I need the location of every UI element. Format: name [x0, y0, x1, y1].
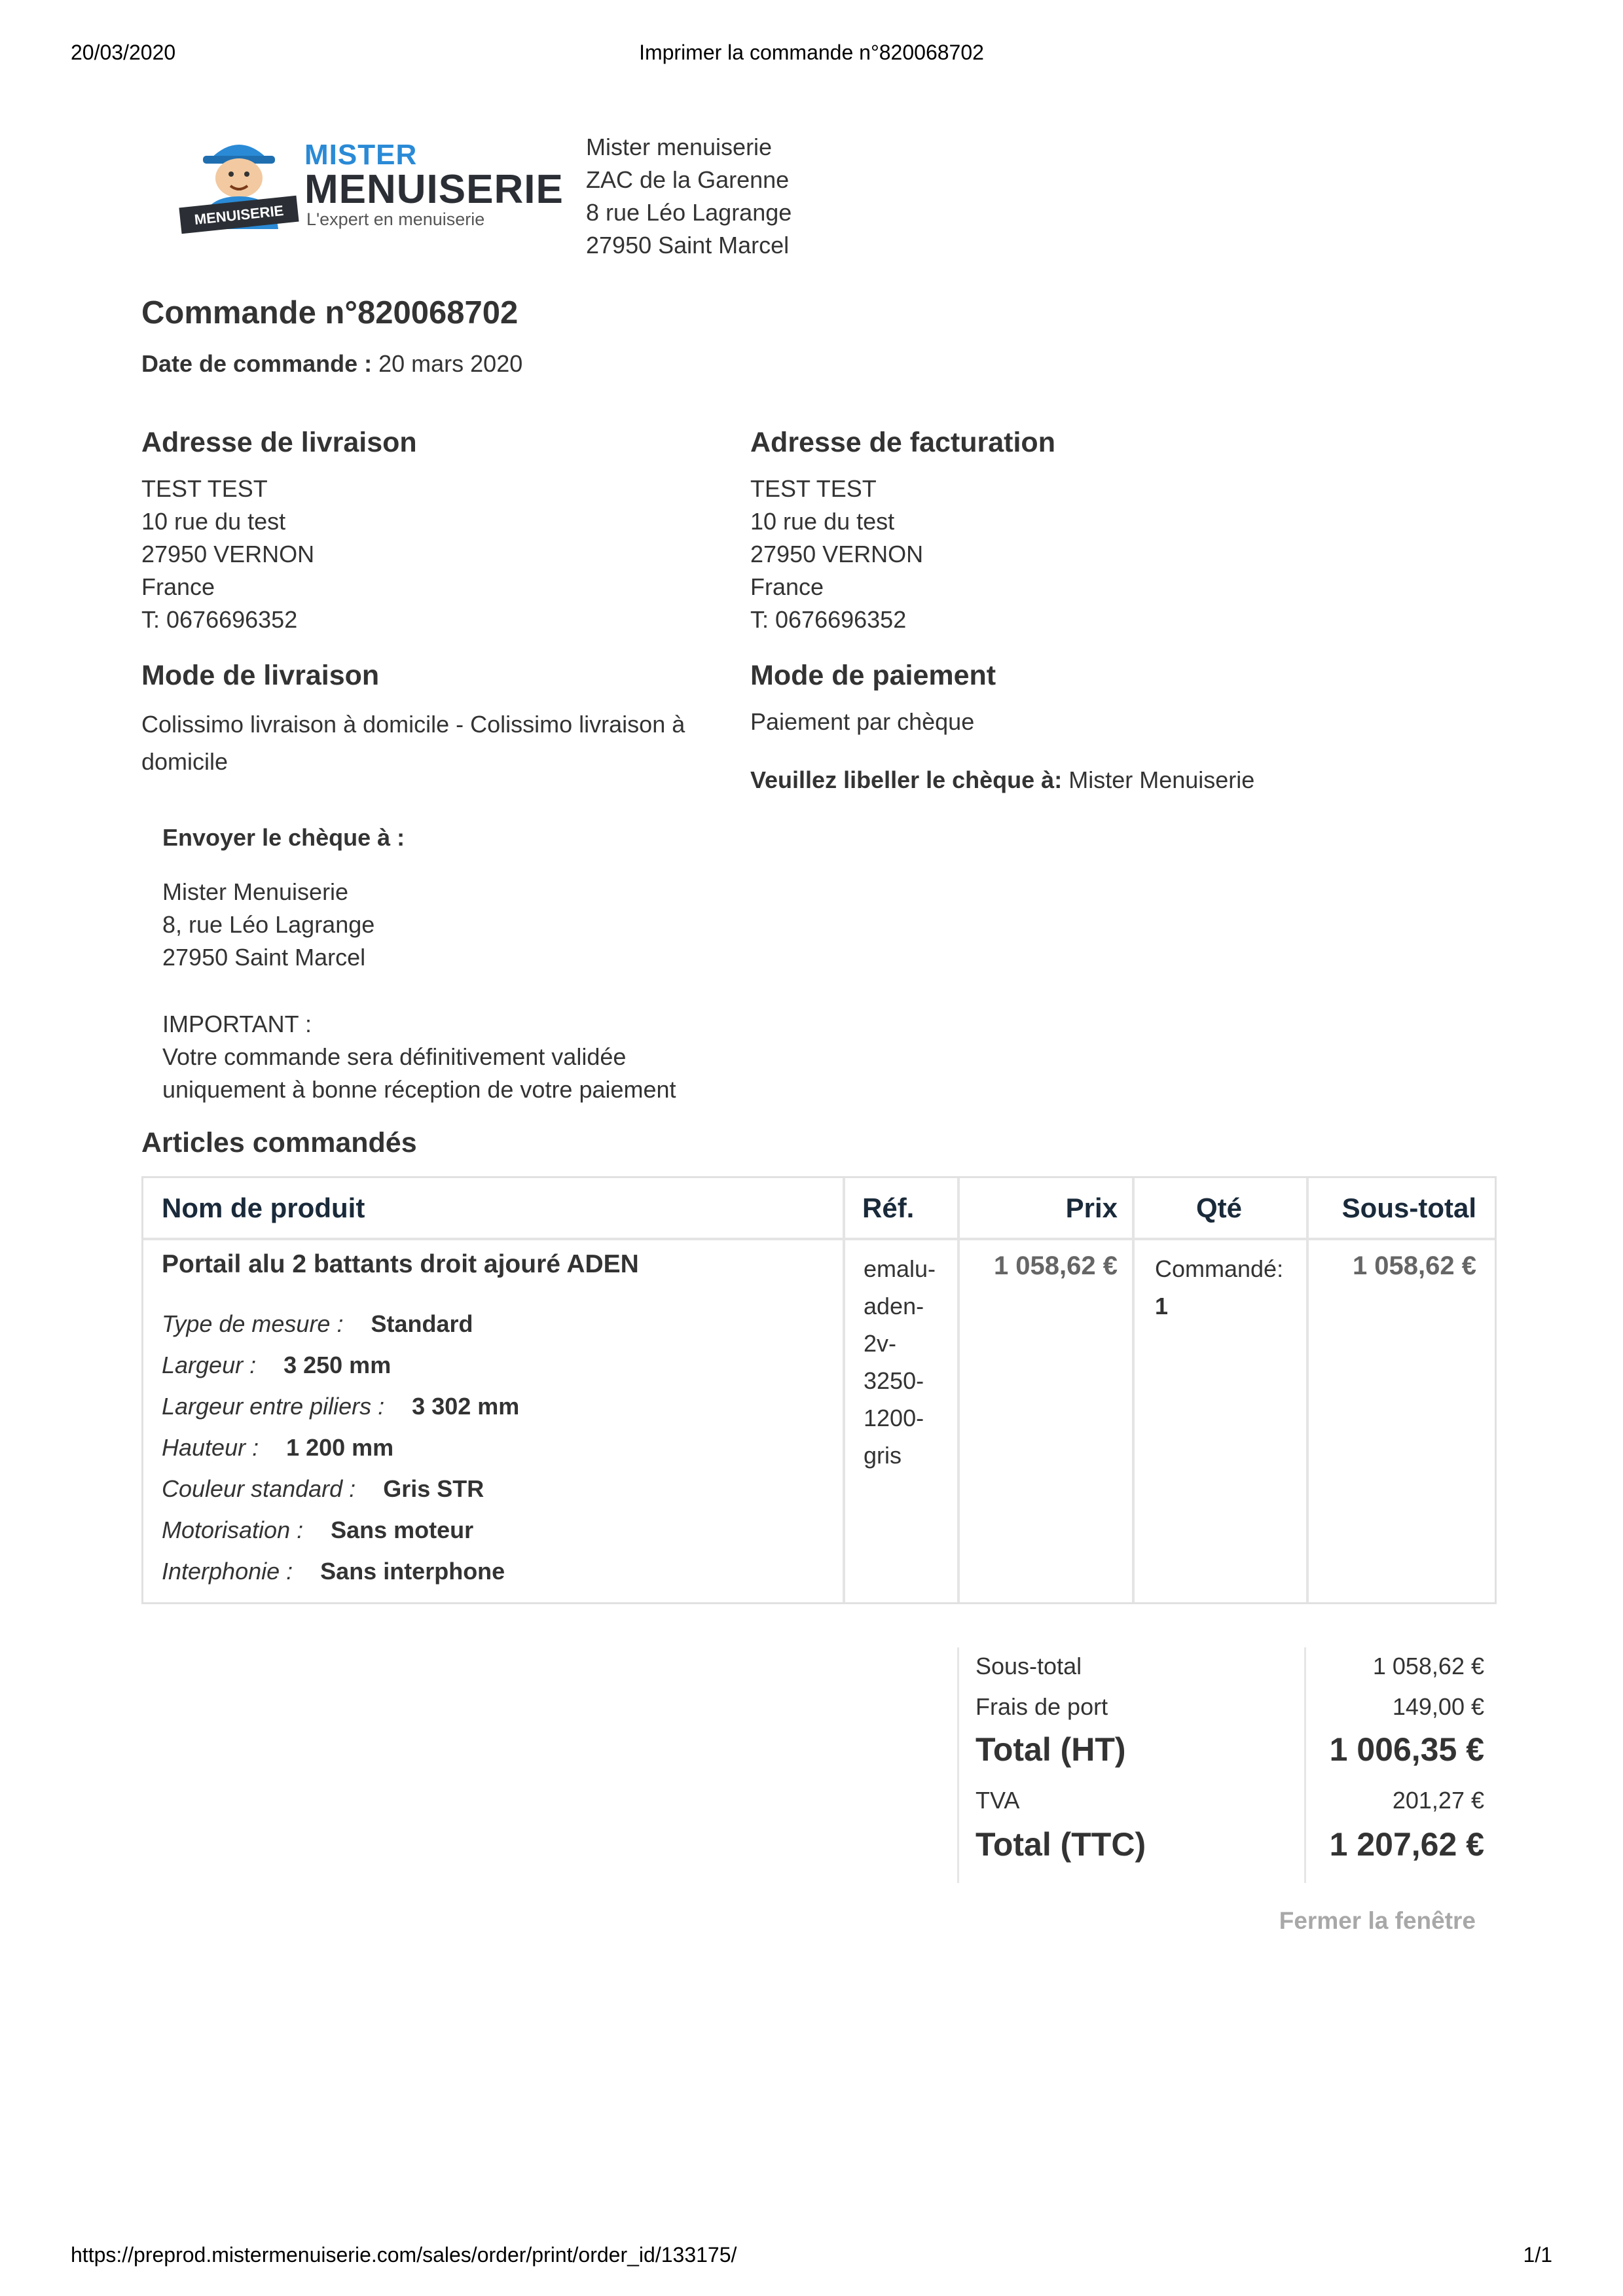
shipping-method-line: Colissimo livraison à domicile - Colissimo livraison à: [141, 711, 685, 738]
subtotal-label: Sous-total: [976, 1653, 1082, 1679]
shipping-fee-label: Frais de port: [976, 1693, 1108, 1720]
totals-divider: [957, 1647, 959, 1883]
total-ttc-label: Total (TTC): [976, 1826, 1146, 1863]
billing-street: 10 rue du test: [750, 508, 895, 535]
cheque-info-title: Envoyer le chèque à :: [162, 824, 405, 851]
table-column-divider: [1132, 1178, 1135, 1602]
billing-address-title: Adresse de facturation: [750, 427, 1055, 458]
shipping-method-line: domicile: [141, 748, 228, 775]
subtotal-value: 1 058,62 €: [1372, 1653, 1484, 1679]
total-ttc-value: 1 207,62 €: [1329, 1826, 1484, 1863]
billing-country: France: [750, 573, 824, 600]
table-header-divider: [143, 1238, 1495, 1240]
important-line: uniquement à bonne réception de votre paiement: [162, 1076, 676, 1103]
important-title: IMPORTANT :: [162, 1011, 312, 1037]
product-option: [162, 1393, 519, 1420]
close-window-link[interactable]: Fermer la fenêtre: [1279, 1907, 1476, 1934]
header-price: Prix: [1065, 1193, 1118, 1223]
print-page-number: 1/1: [1523, 2243, 1552, 2267]
shipping-street: 10 rue du test: [141, 508, 286, 535]
product-subtotal: 1 058,62 €: [1352, 1251, 1476, 1280]
option-value: Gris STR: [383, 1475, 484, 1502]
mascot-icon: [177, 131, 301, 239]
product-option: [162, 1352, 391, 1379]
logo-badge-text: MENUISERIE: [193, 202, 285, 228]
order-title: Commande n°820068702: [141, 295, 519, 331]
ref-line: 3250-: [864, 1367, 924, 1394]
payable-to-label: Veuillez libeller le chèque à:: [750, 766, 1063, 793]
store-address-line: 8 rue Léo Lagrange: [586, 199, 792, 226]
shipping-method-title: Mode de livraison: [141, 660, 380, 691]
option-value: Standard: [371, 1310, 473, 1337]
logo-tagline: L'expert en menuiserie: [306, 209, 485, 229]
header-ref: Réf.: [862, 1193, 915, 1223]
cheque-name: Mister Menuiserie: [162, 878, 349, 905]
header-qty: Qté: [1195, 1193, 1242, 1223]
product-option: [162, 1558, 505, 1585]
product-price: 1 058,62 €: [993, 1251, 1118, 1280]
total-ht-label: Total (HT): [976, 1731, 1126, 1768]
billing-name: TEST TEST: [750, 475, 877, 502]
shipping-address-title: Adresse de livraison: [141, 427, 417, 458]
store-address-line: 27950 Saint Marcel: [586, 232, 790, 259]
order-totals: [957, 1647, 1484, 1883]
product-option: [162, 1475, 484, 1503]
qty-label: Commandé:: [1155, 1255, 1284, 1282]
product-option: [162, 1310, 473, 1338]
option-label: Interphonie :: [162, 1558, 293, 1585]
logo-word-menuiserie: MENUISERIE: [304, 167, 564, 212]
table-column-divider: [957, 1178, 960, 1602]
shipping-country: France: [141, 573, 215, 600]
store-address: [586, 131, 792, 262]
ref-line: 2v-: [864, 1330, 897, 1357]
cheque-city: 27950 Saint Marcel: [162, 944, 366, 971]
billing-phone: T: 0676696352: [750, 606, 907, 633]
billing-address: [750, 473, 923, 636]
articles-table: [141, 1176, 1497, 1604]
option-label: Couleur standard :: [162, 1475, 356, 1502]
important-notice: [162, 1008, 676, 1106]
ref-line: 1200-: [864, 1405, 924, 1431]
logo-word-mister: MISTER: [304, 139, 418, 171]
option-value: Sans interphone: [320, 1558, 505, 1585]
billing-city: 27950 VERNON: [750, 541, 924, 567]
option-label: Motorisation :: [162, 1516, 304, 1543]
payable-to: [750, 764, 1254, 797]
payment-method-value: Paiement par chèque: [750, 708, 975, 735]
order-date-value: 20 mars 2020: [378, 350, 523, 377]
product-name: Portail alu 2 battants droit ajouré ADEN: [162, 1250, 639, 1278]
total-ht-value: 1 006,35 €: [1329, 1731, 1484, 1768]
ref-line: aden-: [864, 1293, 924, 1319]
table-column-divider: [843, 1178, 845, 1602]
qty-value: 1: [1155, 1293, 1169, 1319]
option-value: 1 200 mm: [286, 1434, 394, 1461]
option-value: Sans moteur: [331, 1516, 474, 1543]
shipping-phone: T: 0676696352: [141, 606, 298, 633]
tva-label: TVA: [976, 1787, 1020, 1814]
ref-line: gris: [864, 1442, 902, 1469]
shipping-name: TEST TEST: [141, 475, 268, 502]
tva-value: 201,27 €: [1392, 1787, 1484, 1814]
print-date: 20/03/2020: [71, 41, 176, 64]
shipping-city: 27950 VERNON: [141, 541, 315, 567]
product-qty: [1155, 1250, 1283, 1325]
option-label: Hauteur :: [162, 1434, 259, 1461]
cheque-info: [162, 821, 405, 854]
payable-to-value: Mister Menuiserie: [1068, 766, 1255, 793]
store-name: Mister menuiserie: [586, 134, 773, 160]
ref-line: emalu-: [864, 1255, 936, 1282]
payment-method: [750, 706, 974, 738]
store-address-line: ZAC de la Garenne: [586, 166, 790, 193]
product-option: [162, 1516, 473, 1544]
print-title: Imprimer la commande n°820068702: [639, 41, 984, 64]
shipping-method: [141, 706, 685, 780]
store-logo: [177, 131, 564, 239]
option-value: 3 302 mm: [412, 1393, 520, 1420]
table-column-divider: [1306, 1178, 1309, 1602]
order-date: [141, 350, 522, 378]
product-ref: [864, 1250, 955, 1474]
header-subtotal: Sous-total: [1341, 1193, 1476, 1223]
cheque-street: 8, rue Léo Lagrange: [162, 911, 375, 938]
totals-divider: [1304, 1647, 1306, 1883]
shipping-fee-value: 149,00 €: [1392, 1693, 1484, 1720]
header-product-name: Nom de produit: [162, 1193, 365, 1223]
option-value: 3 250 mm: [283, 1352, 392, 1378]
product-option: [162, 1434, 393, 1462]
option-label: Largeur entre piliers :: [162, 1393, 385, 1420]
important-line: Votre commande sera définitivement validée: [162, 1043, 627, 1070]
order-date-label: Date de commande :: [141, 350, 373, 377]
articles-title: Articles commandés: [141, 1127, 417, 1158]
print-url: https://preprod.mistermenuiserie.com/sales/order/print/order_id/133175/: [71, 2243, 737, 2267]
option-label: Largeur :: [162, 1352, 257, 1378]
shipping-address: [141, 473, 314, 636]
payment-method-title: Mode de paiement: [750, 660, 996, 691]
cheque-address: [162, 876, 374, 974]
option-label: Type de mesure :: [162, 1310, 344, 1337]
